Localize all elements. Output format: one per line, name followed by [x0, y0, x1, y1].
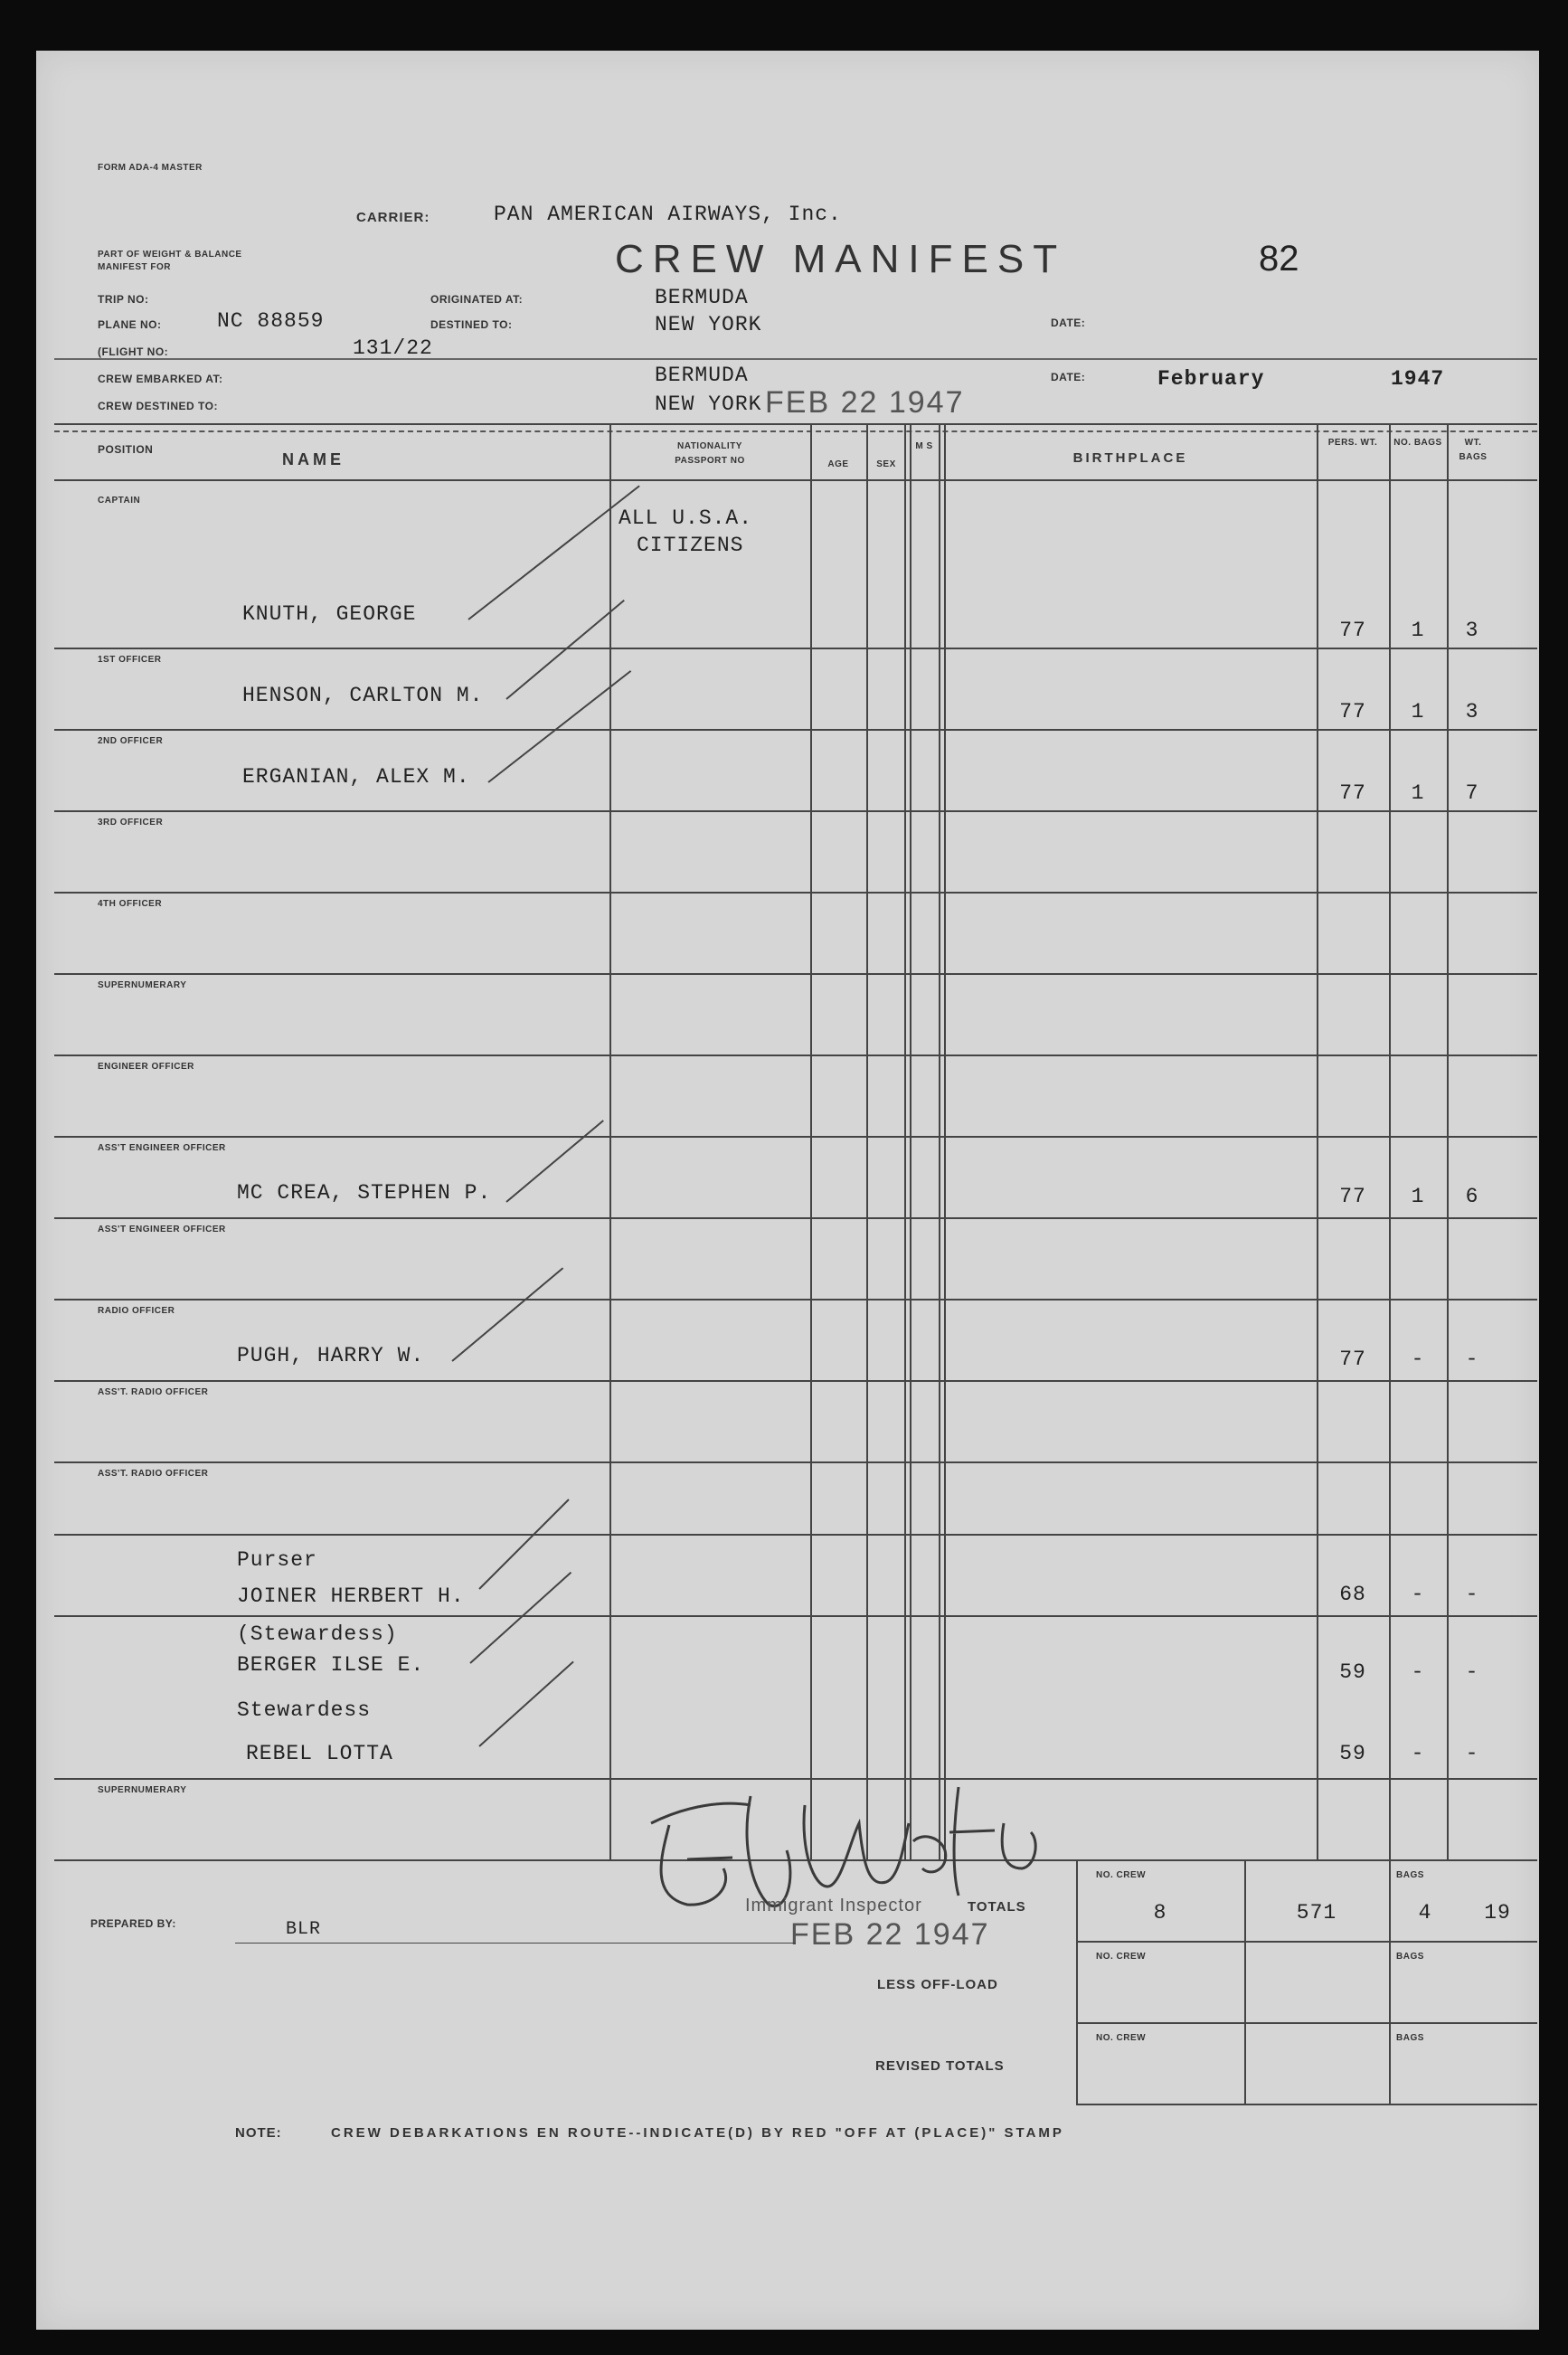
less-bags-label: BAGS — [1396, 1952, 1424, 1962]
row-radio-position: RADIO OFFICER — [98, 1306, 175, 1316]
row-asst-rad2-position: ASS'T. RADIO OFFICER — [98, 1469, 209, 1479]
row-first-name: HENSON, CARLTON M. — [242, 684, 484, 707]
totals-bag-wt: 19 — [1484, 1901, 1511, 1925]
crew-embarked-value: BERMUDA — [655, 364, 749, 387]
date2-label: DATE: — [1051, 371, 1086, 383]
page-number: 82 — [1259, 239, 1299, 279]
col-pers-wt: PERS. WT. — [1327, 438, 1378, 448]
row-third-position: 3RD OFFICER — [98, 818, 164, 828]
row-purser-bagwt: - — [1465, 1583, 1479, 1606]
row-first-bags: 1 — [1411, 700, 1425, 724]
row-stew1-role: (Stewardess) — [237, 1622, 398, 1646]
totals-no-crew: 8 — [1153, 1901, 1167, 1925]
totals-bags-label: BAGS — [1396, 1870, 1424, 1880]
inspector-title: Immigrant Inspector — [745, 1896, 922, 1915]
originated-label: ORIGINATED AT: — [430, 293, 524, 306]
row-stew1-bags: - — [1411, 1660, 1425, 1684]
destined-value: NEW YORK — [655, 313, 762, 336]
destined-label: DESTINED TO: — [430, 318, 513, 331]
check-mark — [505, 1120, 604, 1203]
carrier-value: PAN AMERICAN AIRWAYS, Inc. — [494, 203, 842, 226]
row-purser-role: Purser — [237, 1548, 317, 1572]
carrier-label: CARRIER: — [356, 210, 430, 225]
row-stew2-role: Stewardess — [237, 1698, 372, 1722]
row-stew1-bagwt: - — [1465, 1660, 1479, 1684]
row-fourth-position: 4TH OFFICER — [98, 899, 163, 909]
row-stew2-bagwt: - — [1465, 1742, 1479, 1765]
row-asst-eng2-position: ASS'T ENGINEER OFFICER — [98, 1225, 226, 1234]
crew-destined-label: CREW DESTINED TO: — [98, 400, 218, 412]
trip-label: TRIP NO: — [98, 293, 149, 306]
row-first-wt: 77 — [1339, 700, 1366, 724]
row-first-position: 1ST OFFICER — [98, 655, 162, 665]
part-of-line2: MANIFEST FOR — [98, 262, 171, 272]
row-purser-bags: - — [1411, 1583, 1425, 1606]
less-no-crew-label: NO. CREW — [1096, 1952, 1147, 1962]
row-captain-name: KNUTH, GEORGE — [242, 602, 417, 626]
form-id: FORM ADA-4 MASTER — [98, 163, 203, 173]
col-position: POSITION — [98, 443, 154, 456]
row-second-bagwt: 7 — [1465, 781, 1479, 805]
row-captain-bags: 1 — [1411, 619, 1425, 642]
part-of-line1: PART OF WEIGHT & BALANCE — [98, 250, 242, 260]
row-captain-wt: 77 — [1339, 619, 1366, 642]
row-radio-bagwt: - — [1465, 1348, 1479, 1371]
row-asst-eng1-bags: 1 — [1411, 1185, 1425, 1208]
less-off-load-label: LESS OFF-LOAD — [877, 1977, 998, 1992]
row-second-wt: 77 — [1339, 781, 1366, 805]
plane-value: NC 88859 — [217, 309, 325, 333]
note-text: CREW DEBARKATIONS EN ROUTE--INDICATE(D) BY RED "OFF AT (PLACE)" STAMP — [331, 2125, 1064, 2141]
row-second-bags: 1 — [1411, 781, 1425, 805]
date2-month: February — [1157, 367, 1265, 391]
col-passport: PASSPORT NO — [675, 456, 745, 466]
revised-totals-label: REVISED TOTALS — [875, 2058, 1005, 2074]
row-second-position: 2ND OFFICER — [98, 736, 164, 746]
row-super1-position: SUPERNUMERARY — [98, 980, 187, 990]
row-stew2-name: REBEL LOTTA — [246, 1742, 393, 1765]
col-birthplace: BIRTHPLACE — [1072, 450, 1188, 466]
row-asst-rad1-position: ASS'T. RADIO OFFICER — [98, 1387, 209, 1397]
check-mark — [469, 1572, 571, 1664]
check-mark — [505, 600, 625, 700]
prepared-by-label: PREPARED BY: — [90, 1917, 176, 1930]
check-mark — [451, 1267, 563, 1361]
row-asst-eng1-name: MC CREA, STEPHEN P. — [237, 1181, 492, 1205]
plane-label: PLANE NO: — [98, 318, 162, 331]
col-no-bags: NO. BAGS — [1393, 438, 1442, 448]
col-wt-bags: WT. BAGS — [1459, 438, 1488, 462]
row-purser-name: JOINER HERBERT H. — [237, 1584, 465, 1608]
header-date-stamp: FEB 22 1947 — [765, 385, 965, 420]
row-stew1-wt: 59 — [1339, 1660, 1366, 1684]
row-stew1-name: BERGER ILSE E. — [237, 1653, 425, 1677]
totals-no-crew-label: NO. CREW — [1096, 1870, 1147, 1880]
col-name: NAME — [282, 450, 345, 468]
crew-destined-value: NEW YORK — [655, 392, 762, 416]
flight-label: (FLIGHT NO: — [98, 345, 169, 358]
revised-no-crew-label: NO. CREW — [1096, 2033, 1147, 2043]
row-radio-name: PUGH, HARRY W. — [237, 1344, 425, 1367]
row-stew2-wt: 59 — [1339, 1742, 1366, 1765]
footer-date-stamp: FEB 22 1947 — [790, 1917, 990, 1952]
row-purser-wt: 68 — [1339, 1583, 1366, 1606]
row-captain-position: CAPTAIN — [98, 496, 141, 506]
row-first-bagwt: 3 — [1465, 700, 1479, 724]
row-radio-wt: 77 — [1339, 1348, 1366, 1371]
row-asst-eng1-position: ASS'T ENGINEER OFFICER — [98, 1143, 226, 1153]
nationality-line1: ALL U.S.A. — [619, 506, 753, 530]
note-label: NOTE: — [235, 2125, 282, 2141]
check-mark — [478, 1499, 569, 1589]
page-title: CREW MANIFEST — [615, 237, 1067, 281]
col-nationality: NATIONALITY — [677, 441, 742, 451]
prepared-by-value: BLR — [286, 1919, 322, 1940]
row-radio-bags: - — [1411, 1348, 1425, 1371]
col-age: AGE — [827, 459, 849, 469]
check-mark — [478, 1661, 573, 1747]
revised-bags-label: BAGS — [1396, 2033, 1424, 2043]
row-stew2-bags: - — [1411, 1742, 1425, 1765]
row-captain-bagwt: 3 — [1465, 619, 1479, 642]
totals-bags: 4 — [1418, 1901, 1432, 1925]
nationality-line2: CITIZENS — [637, 534, 744, 557]
crew-embarked-label: CREW EMBARKED AT: — [98, 373, 223, 385]
row-asst-eng1-wt: 77 — [1339, 1185, 1366, 1208]
totals-label: TOTALS — [968, 1899, 1026, 1915]
col-ms: M S — [915, 441, 933, 451]
totals-pers-wt: 571 — [1296, 1901, 1337, 1925]
originated-value: BERMUDA — [655, 286, 749, 309]
row-asst-eng1-bagwt: 6 — [1465, 1185, 1479, 1208]
flight-value: 131/22 — [353, 336, 433, 360]
manifest-sheet — [36, 51, 1539, 2330]
col-sex: SEX — [876, 459, 896, 469]
row-second-name: ERGANIAN, ALEX M. — [242, 765, 470, 789]
date1-label: DATE: — [1051, 317, 1086, 329]
date2-year: 1947 — [1391, 367, 1445, 391]
row-engineer-position: ENGINEER OFFICER — [98, 1062, 194, 1072]
row-super2-position: SUPERNUMERARY — [98, 1785, 187, 1795]
check-mark — [468, 485, 639, 619]
